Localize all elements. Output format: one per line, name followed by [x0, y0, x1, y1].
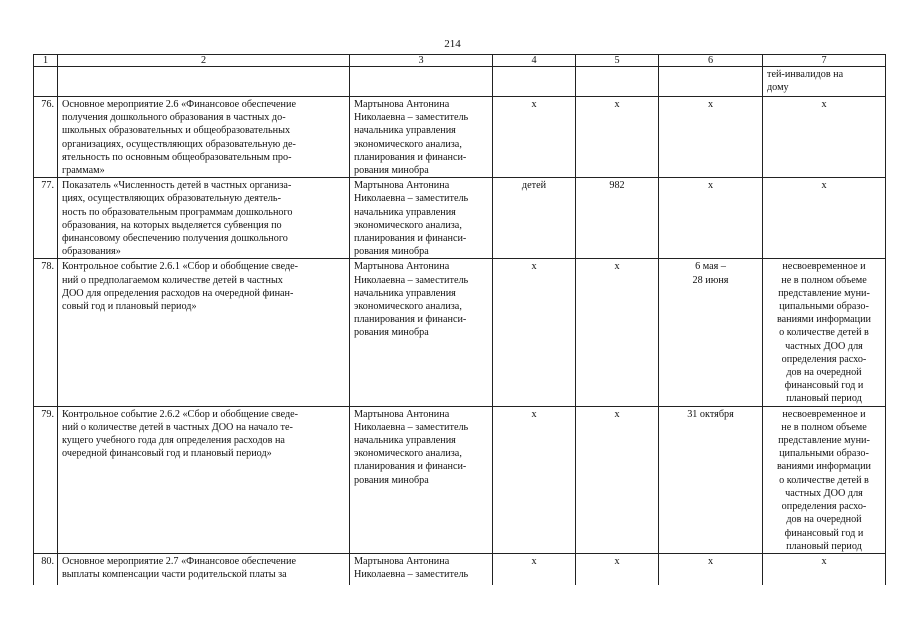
table-row — [34, 97, 886, 178]
row-number: 80. — [34, 553, 58, 585]
column-header: 6 — [659, 55, 763, 67]
item-description: Контрольное событие 2.6.1 «Сбор и обобщение сведе- ний о предполагаемом количестве детей в частных ДОО для определения расходов на очередной финан- совый год и плановый период» — [62, 261, 299, 313]
row-number: 79. — [34, 406, 58, 553]
value-cell: х — [576, 259, 659, 406]
column-header: 2 — [58, 55, 350, 67]
plan-table — [33, 54, 886, 585]
responsible-person: Мартынова Антонина Николаевна – заместитель начальника управления экономического анализа, планирования и финанси- рования минобра — [354, 99, 469, 177]
risk-text: тей-инвалидов на дому — [767, 69, 844, 94]
deadline-cell: х — [659, 178, 763, 259]
responsible-person: Мартынова Антонина Николаевна – заместитель — [354, 555, 469, 581]
item-description: Показатель «Численность детей в частных организа- циях, осуществляющих образовательную деятель- ность по образовательным программам дошкольного образования, на которых выделяется субвенция по финансовому обеспечению получения дошкольного образования» — [62, 180, 293, 258]
table-row — [34, 259, 886, 406]
continuation-row — [34, 67, 886, 97]
table-row — [34, 553, 886, 585]
responsible-person: Мартынова Антонина Николаевна – заместитель начальника управления экономического анализа, планирования и финанси- рования минобра — [354, 261, 469, 339]
column-number-row — [34, 55, 886, 67]
column-header: 1 — [34, 55, 58, 67]
table-row — [34, 178, 886, 259]
item-description: Основное мероприятие 2.7 «Финансовое обеспечение выплаты компенсации части родительской платы за — [62, 555, 296, 581]
responsible-person: Мартынова Антонина Николаевна – заместитель начальника управления экономического анализа, планирования и финанси- рования минобра — [354, 180, 469, 258]
value-cell: 982 — [576, 178, 659, 259]
unit-cell: х — [493, 259, 576, 406]
table-row — [34, 406, 886, 553]
row-number: 76. — [34, 97, 58, 178]
risk-cell: х — [763, 553, 886, 585]
deadline-cell: 31 октября — [687, 408, 734, 420]
value-cell: х — [576, 97, 659, 178]
risk-cell: несвоевременное и не в полном объеме представление муни- ципальными образо- ваниями информации о количестве детей в частных ДОО для определения расхо- дов на очередной финансовый год и плановый период — [776, 261, 872, 405]
column-header: 7 — [763, 55, 886, 67]
unit-cell: х — [493, 406, 576, 553]
unit-cell: детей — [493, 178, 576, 259]
risk-cell: х — [763, 178, 886, 259]
deadline-cell: х — [659, 97, 763, 178]
deadline-cell: х — [659, 553, 763, 585]
responsible-person: Мартынова Антонина Николаевна – заместитель начальника управления экономического анализа, планирования и финанси- рования минобра — [354, 408, 469, 486]
item-description: Основное мероприятие 2.6 «Финансовое обеспечение получения дошкольного образования в частных до- школьных образовательных и общеобразовательных организациях, осуществляющих образовательную де- ятельность по основным общеобразовательным про- граммам» — [62, 99, 296, 177]
value-cell: х — [576, 553, 659, 585]
column-header: 5 — [576, 55, 659, 67]
deadline-cell: 6 мая – 28 июня — [692, 261, 729, 286]
item-description: Контрольное событие 2.6.2 «Сбор и обобщение сведе- ний о количестве детей в частных ДОО на начало те- кущего учебного года для определения расходов на очередной финансовый год и плановый период» — [62, 408, 299, 460]
unit-cell: х — [493, 553, 576, 585]
row-number: 77. — [34, 178, 58, 259]
unit-cell: х — [493, 97, 576, 178]
risk-cell: х — [763, 97, 886, 178]
column-header: 4 — [493, 55, 576, 67]
risk-cell: несвоевременное и не в полном объеме представление муни- ципальными образо- ваниями информации о количестве детей в частных ДОО для определения расхо- дов на очередной финансовый год и плановый период — [776, 408, 872, 552]
row-number: 78. — [34, 259, 58, 406]
column-header: 3 — [350, 55, 493, 67]
value-cell: х — [576, 406, 659, 553]
page-number: 214 — [444, 38, 461, 50]
